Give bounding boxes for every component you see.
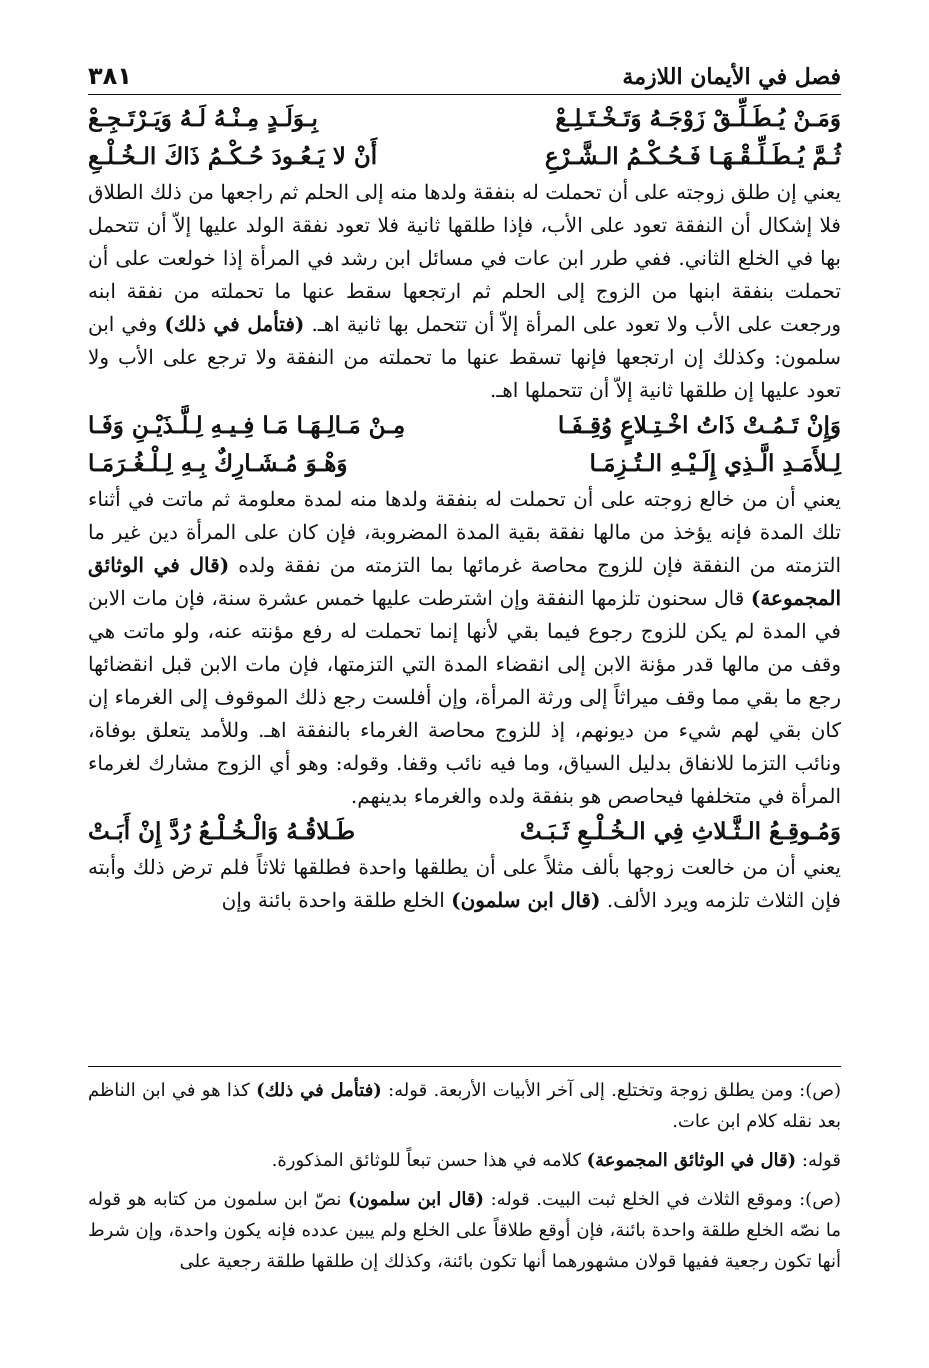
bold-citation: (قال في الوثائق المجموعة) [88, 553, 841, 610]
footnotes [88, 1066, 841, 1285]
verse-line [88, 100, 841, 138]
footnote-text: نصّ ابن سلمون من كتابه هو قوله ما نصّه الخلع طلقة واحدة بائنة، فإن أوقع طلاقاً على الخلع ولم يبين عدده فإنه يكون واحدة، وإن شرط أنها تكون رجعية ففيها قولان مشهورهما أنها تكون بائنة، وكذلك إن طلقها طلقة رجعية على [88, 1189, 841, 1272]
verse-first-hemistich: وَإِنْ تَـمُـتْ ذَاتُ اخْـتِـلاعٍ وُقِـفَـا [557, 412, 841, 439]
paragraph-text: الخلع طلقة واحدة بائنة وإن [221, 888, 445, 912]
running-title: فصل في الأيمان اللازمة [622, 64, 841, 90]
footnote [88, 1075, 841, 1137]
footnote-text: قوله: [801, 1150, 841, 1171]
verse-line [88, 813, 841, 851]
bold-citation: (فتأمل في ذلك) [164, 312, 305, 336]
verse-first-hemistich: وَمَـنْ يُـطَـلِّـقْ زَوْجَـهُ وَتَـخْـتَـلِـعْ [555, 105, 841, 132]
paragraph-text: قال سحنون تلزمها النفقة وإن اشترطت عليها خمس عشرة سنة، فإن مات الابن في المدة لم يكن للزوج رجوع فيما بقي لأنها إنما تحملت له رفع مؤنته عنه، ولو ماتت هي وقف من مالها قدر مؤنة الابن إلى انقضاء المدة التي التزمتها، فإن مات الابن قبل انقضائها رجع ما بقي مما وقف ميراثاً إلى ورثة المرأة، وإن أفلست رجع ذلك الموقوف إلى الغرماء إن كان بقي لهم شيء من ديونهم، إذ للزوج محاصة الغرماء بالنفقة اهـ. وللأمد يتعلق بوفاة، ونائب التزما للانفاق بدليل السياق، وما فيه نائب وقفا. وقوله: وهو أي الزوج مشارك لغرماء المرأة في متخلفها فيحاصص هو بنفقة ولده والغرماء بدينهم. [88, 586, 841, 808]
commentary-paragraph [88, 483, 841, 813]
paragraph-text: يعني أن من خالع زوجته على أن تحملت له بنفقة ولدها منه لمدة معلومة ثم ماتت في أثناء تلك المدة فإنه يؤخذ من مالها نفقة بقية المدة المضروبة، فإن كان على المرأة دين غير ما التزمته من النفقة فإن للزوج محاصة غرمائها بما التزمته من نفقة ولده [88, 487, 842, 577]
verse-second-hemistich: بِـوَلَـدٍ مِـنْـهُ لَـهُ وَيَـرْتَـجِـعْ [88, 105, 318, 132]
verse-first-hemistich: ثُـمَّ يُـطَـلِّـقْـهَـا فَـحُـكْـمُ الـشَّـرْعِ [544, 143, 841, 170]
bold-citation: (قال ابن سلمون) [451, 888, 601, 912]
paragraph-text: وفي ابن سلمون: وكذلك إن ارتجعها فإنها تسقط عنها ما تحملته من النفقة ولا ترجع على الأب ولا تعود عليها إن طلقها ثانية إلاّ أن تتحملها اهـ. [88, 312, 841, 402]
page-header [88, 52, 841, 95]
verse-second-hemistich: طَـلاقُـهُ وَالْـخُـلْـعُ رُدَّ إِنْ أَبَـتْ [88, 818, 356, 845]
verse-second-hemistich: وَهْـوَ مُـشَـارِكٌ بِـهِ لِـلْـغُـرَمَـا [88, 450, 348, 477]
verse-line [88, 445, 841, 483]
footnote-text: كذا هو في ابن الناظم بعد نقله كلام ابن عات. [88, 1080, 841, 1132]
footnote [88, 1145, 841, 1176]
page-number: ٣٨١ [88, 62, 132, 90]
verse-second-hemistich: مِـنْ مَـالِـهَـا مَـا فِـيـهِ لِـلَّـذَيْـنِ وَفَـا [88, 412, 406, 439]
paragraph-text: يعني أن من خالعت زوجها بألف مثلاً على أن يطلقها واحدة فطلقها ثلاثاً فلم ترض ذلك وأبته فإن الثلاث تلزمه ويرد الألف. [88, 855, 841, 912]
paragraph-text: يعني إن طلق زوجته على أن تحملت له بنفقة ولدها منه إلى الحلم ثم راجعها من ذلك الطلاق فلا إشكال أن النفقة تعود على الأب، فإذا طلقها ثانية فلا تعود نفقة الولد عليها إلاّ أن تتحمل بها في الخلع الثاني. ففي طرر ابن عات في مسائل ابن رشد في المرأة إذا خولعت على أن تحملت بنفقة ابنها من الزوج إلى الحلم ثم ارتجعها سقط عنها ما تحملته من نفقة ابنه ورجعت على الأب ولا تعود على المرأة إلاّ أن تتحمل بها ثانية اهـ. [88, 180, 842, 336]
verse-first-hemistich: لِـلأَمَـدِ الَّـذِي إِلَـيْـهِ الـتُـزِمَـا [589, 450, 841, 477]
verse-first-hemistich: وَمُـوقِـعُ الـثَّـلاثِ فِي الـخُـلْـعِ ثَـبَـتْ [519, 818, 841, 845]
verse-line [88, 138, 841, 176]
main-text [88, 100, 841, 917]
footnote-text: (ص): وموقع الثلاث في الخلع ثبت البيت. قوله: [490, 1189, 841, 1210]
footnote-text: (ص): ومن يطلق زوجة وتختلع. إلى آخر الأبيات الأربعة. قوله: [388, 1080, 842, 1101]
bold-citation: (قال ابن سلمون) [347, 1189, 485, 1210]
bold-citation: (قال في الوثائق المجموعة) [586, 1150, 797, 1171]
commentary-paragraph [88, 851, 841, 917]
verse-second-hemistich: أَنْ لا يَـعُـودَ حُـكْـمُ ذَاكَ الـخُـلْـعِ [88, 143, 378, 170]
commentary-paragraph [88, 176, 841, 407]
footnote-text: كلامه في هذا حسن تبعاً للوثائق المذكورة. [271, 1150, 581, 1171]
footnote [88, 1184, 841, 1277]
bold-citation: (فتأمل في ذلك) [256, 1080, 382, 1101]
verse-line [88, 407, 841, 445]
